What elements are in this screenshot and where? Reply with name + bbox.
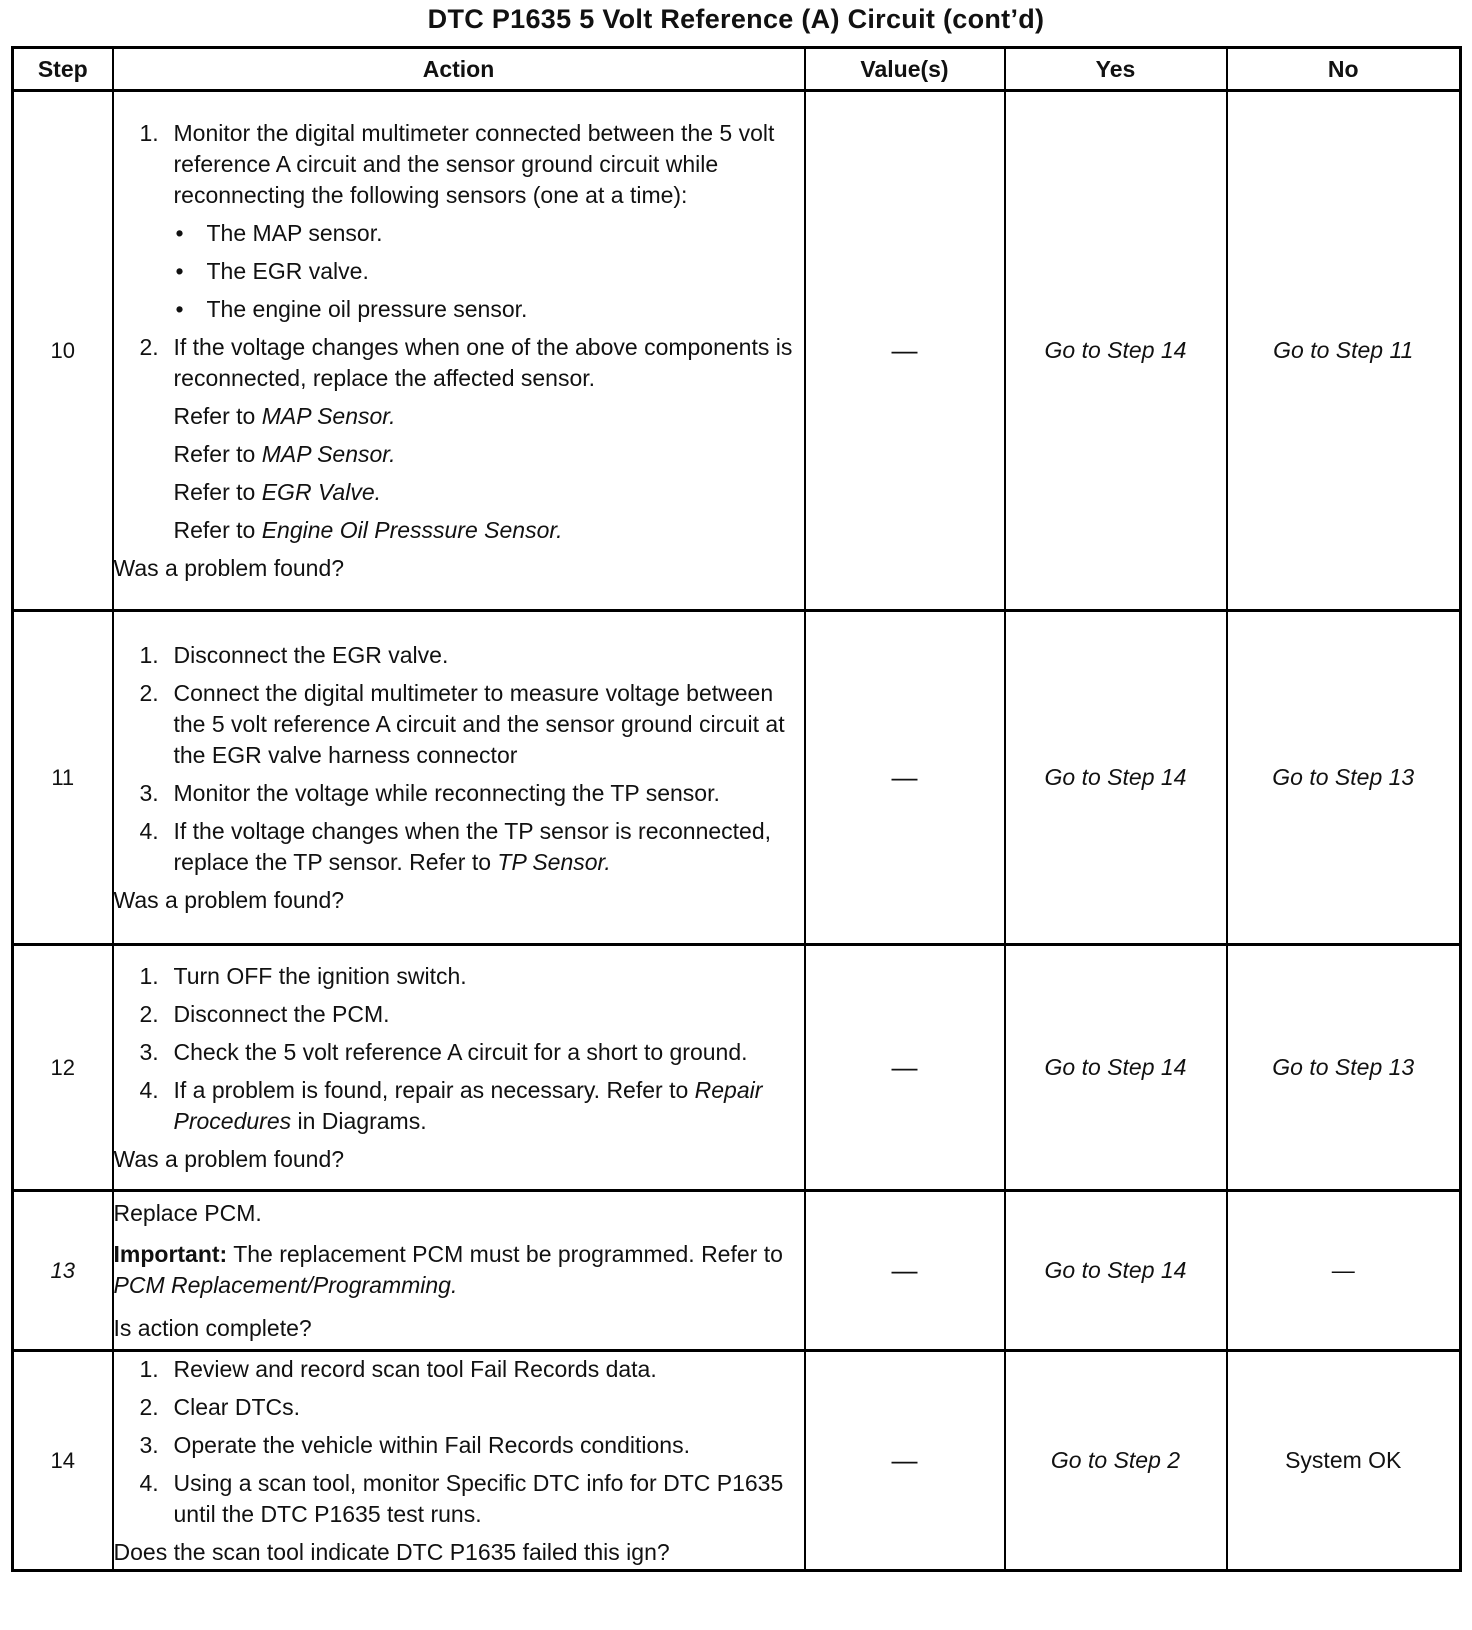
important-label: Important: (113, 1240, 228, 1267)
value-cell: — (805, 1351, 1005, 1571)
step-number: 13 (13, 1191, 113, 1351)
step-index: 2. (139, 1393, 159, 1420)
step-index: 1. (139, 962, 159, 989)
reference-link[interactable]: Repair Procedures (173, 1076, 763, 1134)
step-index: 4. (139, 817, 159, 844)
refer-prefix: Refer to (173, 402, 256, 429)
step-index: 2. (139, 1000, 159, 1027)
step-text: Using a scan tool, monitor Specific DTC info for DTC P1635 until the DTC P1635 test runs. (173, 1469, 784, 1527)
question-text: Does the scan tool indicate DTC P1635 failed this ign? (113, 1538, 670, 1565)
list-item (174, 218, 804, 249)
value-cell: — (805, 1191, 1005, 1351)
action-cell (113, 945, 805, 1191)
important-note (114, 1239, 804, 1301)
step-text: Disconnect the EGR valve. (173, 641, 449, 668)
list-item (114, 1354, 804, 1385)
header-action: Action (113, 48, 805, 91)
action-steps (114, 1354, 804, 1530)
reference-link[interactable]: EGR Valve. (261, 478, 382, 505)
step-index: 3. (139, 779, 159, 806)
reference-link[interactable]: MAP Sensor. (261, 402, 396, 429)
important-text: The replacement PCM must be programmed. (233, 1240, 695, 1267)
list-item (114, 999, 804, 1030)
bullet-icon: • (175, 257, 184, 284)
step-index: 3. (139, 1431, 159, 1458)
action-cell (113, 1351, 805, 1571)
bullet-text: The MAP sensor. (206, 219, 383, 246)
bullet-text: The engine oil pressure sensor. (206, 295, 528, 322)
step-index: 2. (139, 679, 159, 706)
yes-result: Go to Step 14 (1005, 945, 1227, 1191)
reference-link[interactable]: Engine Oil Presssure Sensor. (261, 516, 563, 543)
table-row (13, 1191, 1461, 1351)
list-item (114, 118, 804, 325)
reference-line (114, 515, 804, 546)
step-index: 1. (139, 641, 159, 668)
yes-result: Go to Step 2 (1005, 1351, 1227, 1571)
header-yes: Yes (1005, 48, 1227, 91)
step-text: Connect the digital multimeter to measure voltage between the 5 volt reference A circuit and the sensor ground circuit at the EGR valve harness connector (173, 679, 785, 768)
list-item (174, 294, 804, 325)
step-number: 10 (13, 91, 113, 611)
step-text: Monitor the digital multimeter connected between the 5 volt reference A circuit and the sensor ground circuit while reconnecting the following sensors (one at a time): (173, 119, 775, 208)
no-result: Go to Step 13 (1227, 611, 1461, 945)
value-cell: — (805, 611, 1005, 945)
value-cell: — (805, 945, 1005, 1191)
question-text: Is action complete? (113, 1314, 312, 1341)
page-title: DTC P1635 5 Volt Reference (A) Circuit (cont’d) (427, 4, 1045, 34)
list-item (114, 332, 804, 394)
step-number: 11 (13, 611, 113, 945)
reference-link[interactable]: TP Sensor. (497, 848, 611, 875)
yes-result: Go to Step 14 (1005, 91, 1227, 611)
bullet-icon: • (175, 219, 184, 246)
table-header-row (13, 48, 1461, 91)
no-result: Go to Step 13 (1227, 945, 1461, 1191)
step-text: Operate the vehicle within Fail Records conditions. (173, 1431, 690, 1458)
header-values: Value(s) (805, 48, 1005, 91)
step-text: Check the 5 volt reference A circuit for a short to ground. (173, 1038, 748, 1065)
list-item (114, 1075, 804, 1137)
list-item (114, 1430, 804, 1461)
table-row (13, 945, 1461, 1191)
step-text: Monitor the voltage while reconnecting the TP sensor. (173, 779, 720, 806)
list-item (114, 961, 804, 992)
no-result: System OK (1227, 1351, 1461, 1571)
step-index: 4. (139, 1469, 159, 1496)
refer-prefix: Refer to (173, 478, 256, 505)
step-text: Turn OFF the ignition switch. (173, 962, 467, 989)
reference-link[interactable]: MAP Sensor. (261, 440, 396, 467)
step-number: 14 (13, 1351, 113, 1571)
yes-result: Go to Step 14 (1005, 1191, 1227, 1351)
action-steps (114, 640, 804, 878)
step-text: If the voltage changes when one of the above components is reconnected, replace the affected sensor. (173, 333, 793, 391)
header-no: No (1227, 48, 1461, 91)
list-item (114, 816, 804, 878)
list-item (114, 1037, 804, 1068)
question-text: Was a problem found? (113, 1145, 345, 1172)
action-cell (113, 611, 805, 945)
action-text: Replace PCM. (113, 1199, 262, 1226)
reference-suffix: in Diagrams. (297, 1107, 427, 1134)
action-steps (114, 961, 804, 1137)
step-index: 1. (139, 119, 159, 146)
step-index: 2. (139, 333, 159, 360)
list-item (114, 640, 804, 671)
refer-prefix: Refer to (173, 516, 256, 543)
question-text: Was a problem found? (113, 886, 345, 913)
refer-prefix: Refer to (173, 440, 256, 467)
diagnostic-table (11, 46, 1462, 1572)
action-cell (113, 1191, 805, 1351)
step-text: If a problem is found, repair as necessary. Refer to (173, 1076, 689, 1103)
action-cell (113, 91, 805, 611)
table-row (13, 91, 1461, 611)
yes-result: Go to Step 14 (1005, 611, 1227, 945)
no-result: — (1227, 1191, 1461, 1351)
step-text: Clear DTCs. (173, 1393, 301, 1420)
sensor-list (174, 218, 804, 325)
table-row (13, 611, 1461, 945)
question-text: Was a problem found? (113, 554, 345, 581)
step-index: 1. (139, 1355, 159, 1382)
action-steps (114, 118, 804, 394)
table-row (13, 1351, 1461, 1571)
reference-link[interactable]: PCM Replacement/Programming. (113, 1271, 458, 1298)
no-result: Go to Step 11 (1227, 91, 1461, 611)
list-item (114, 1392, 804, 1423)
reference-line (114, 401, 804, 432)
reference-line (114, 439, 804, 470)
step-number: 12 (13, 945, 113, 1191)
step-text: Disconnect the PCM. (173, 1000, 390, 1027)
step-index: 3. (139, 1038, 159, 1065)
bullet-text: The EGR valve. (206, 257, 369, 284)
step-index: 4. (139, 1076, 159, 1103)
list-item (114, 1468, 804, 1530)
list-item (114, 678, 804, 771)
refer-prefix: Refer to (701, 1240, 783, 1267)
step-text: Review and record scan tool Fail Records data. (173, 1355, 657, 1382)
value-cell: — (805, 91, 1005, 611)
list-item (114, 778, 804, 809)
reference-line (114, 477, 804, 508)
header-step: Step (13, 48, 113, 91)
step-text: If the voltage changes when the TP sensor is reconnected, replace the TP sensor. Refer to (173, 817, 772, 875)
list-item (174, 256, 804, 287)
bullet-icon: • (175, 295, 184, 322)
